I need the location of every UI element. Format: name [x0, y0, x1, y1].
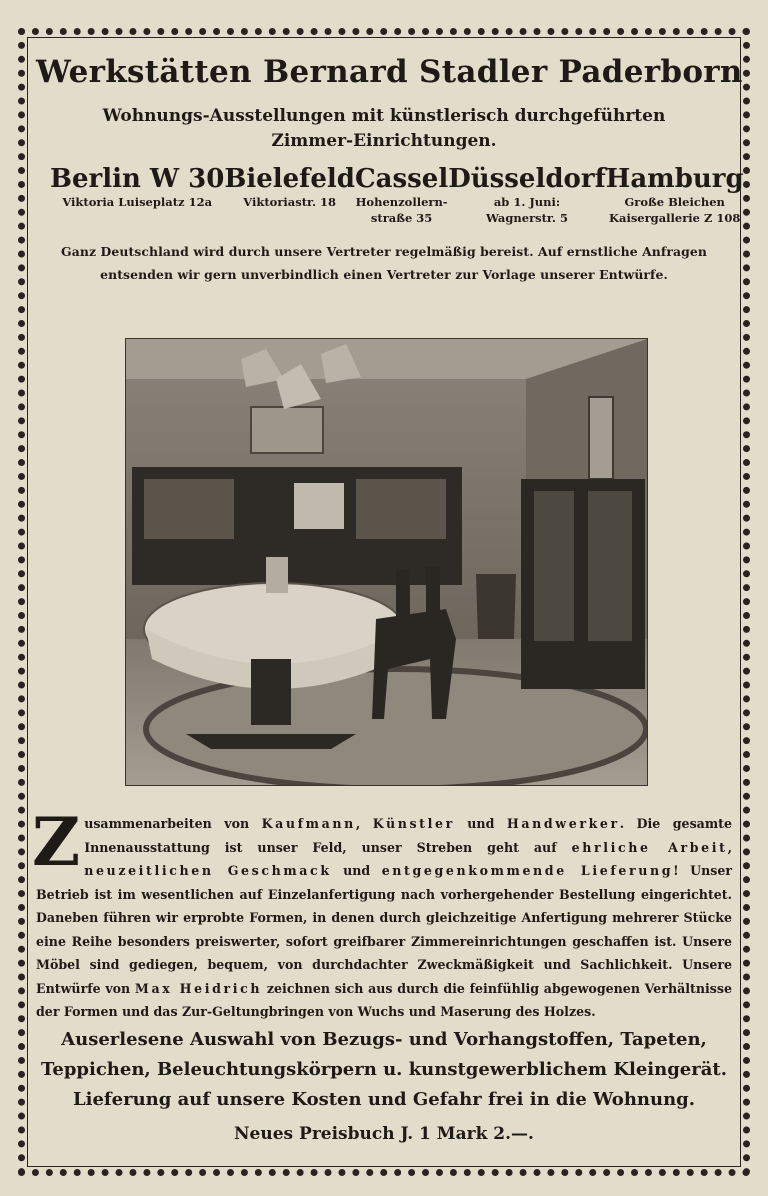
body-comma-1: , [355, 816, 373, 831]
advertisement [32, 40, 744, 1144]
emphasis-kuenstler: Künstler [372, 816, 455, 831]
dining-room-illustration [126, 339, 647, 785]
city-address: Große Bleichen [624, 195, 725, 209]
drop-cap: Z [32, 803, 81, 881]
price-note: Neues Preisbuch J. 1 Mark 2.—. [234, 1124, 534, 1144]
emphasis-lieferung: entgegenkommende Lieferung [381, 863, 674, 878]
body-text-4: zeichnen sich aus durch die feinfühlig abgewogenen Verhältnisse der Formen und das Zur-Geltungbringen von Wuchs und Maserung des Holzes. [36, 980, 732, 1019]
emphasis-handwerker: Handwerker [506, 816, 620, 831]
city-name: Düsseldorf [448, 164, 606, 194]
body-text-2: . Die gesamte Innenausstattung ist unser Feld, unser Streben geht auf [84, 816, 732, 855]
city-berlin [50, 164, 224, 226]
body-text-3: ! Unser Betrieb ist im wesentlichen auf Einzelanfertigung nach vorhergehender Bestellung eingerichtet. Daneben führen wir erprobte Formen, in denen durch gleichzeitige Anfertigung mehrerer Stücke eine Reihe besonders preiswerter, sofort greifbarer Zimmereinrichtungen geschaffen ist. Unsere Möbel sind gediegen, bequem, von durchdachter Zweckmäßigkeit und Sachlichkeit. Unsere Entwürfe von [36, 863, 732, 996]
emphasis-neuzeitlichen: neuzeitlichen Geschmack [84, 863, 332, 878]
city-name: Bielefeld [224, 164, 355, 194]
city-address: Viktoria Luiseplatz 12a [62, 195, 213, 209]
city-duesseldorf [448, 164, 606, 226]
emphasis-ehrliche-arbeit: ehrliche Arbeit [571, 839, 728, 855]
city-bielefeld [224, 164, 355, 226]
emphasis-kaufmann: Kaufmann [261, 816, 356, 831]
dining-room-photo [125, 338, 648, 786]
description-paragraph [32, 803, 732, 1024]
city-address-2: Kaisergallerie Z 108 [609, 211, 741, 225]
city-address: Viktoriastr. 18 [243, 195, 337, 209]
page-title: Werkstätten Bernard Stadler Paderborn [36, 54, 743, 90]
notice-line-2: entsenden wir gern unverbindlich einen Vertreter zur Vorlage unserer Entwürfe. [100, 267, 668, 282]
subtitle-line-1: Wohnungs-Ausstellungen mit künstlerisch durchgeführten [102, 106, 666, 126]
city-address: Hohenzollern- [355, 195, 448, 209]
city-address: ab 1. Juni: [493, 195, 561, 209]
city-cassel [355, 164, 448, 226]
body-text-1: usammenarbeiten von [84, 816, 262, 831]
closing-block [36, 1025, 732, 1115]
city-address-2: Wagnerstr. 5 [486, 211, 568, 225]
emphasis-heidrich: Max Heidrich [134, 980, 263, 996]
city-name: Berlin W 30 [50, 164, 225, 194]
city-name: Cassel [354, 164, 449, 194]
body-und-1: und [454, 816, 507, 831]
city-name: Hamburg [605, 164, 744, 194]
subtitle [36, 104, 732, 154]
closing-line-1: Auserlesene Auswahl von Bezugs- und Vorhangstoffen, Tapeten, [61, 1029, 707, 1050]
notice-line-1: Ganz Deutschland wird durch unsere Vertreter regelmäßig bereist. Auf ernstliche Anfragen [61, 244, 707, 259]
body-comma-2: , [727, 839, 732, 855]
notice-text [36, 240, 732, 286]
closing-line-3: Lieferung auf unsere Kosten und Gefahr frei in die Wohnung. [72, 1089, 696, 1110]
city-hamburg [606, 164, 744, 226]
body-und-2: und [331, 863, 382, 878]
city-list [50, 164, 744, 226]
subtitle-line-2: Zimmer-Einrichtungen. [271, 131, 497, 151]
city-address-2: straße 35 [370, 211, 433, 225]
closing-line-2: Teppichen, Beleuchtungskörpern u. kunstgewerblichem Kleingerät. [41, 1059, 727, 1080]
